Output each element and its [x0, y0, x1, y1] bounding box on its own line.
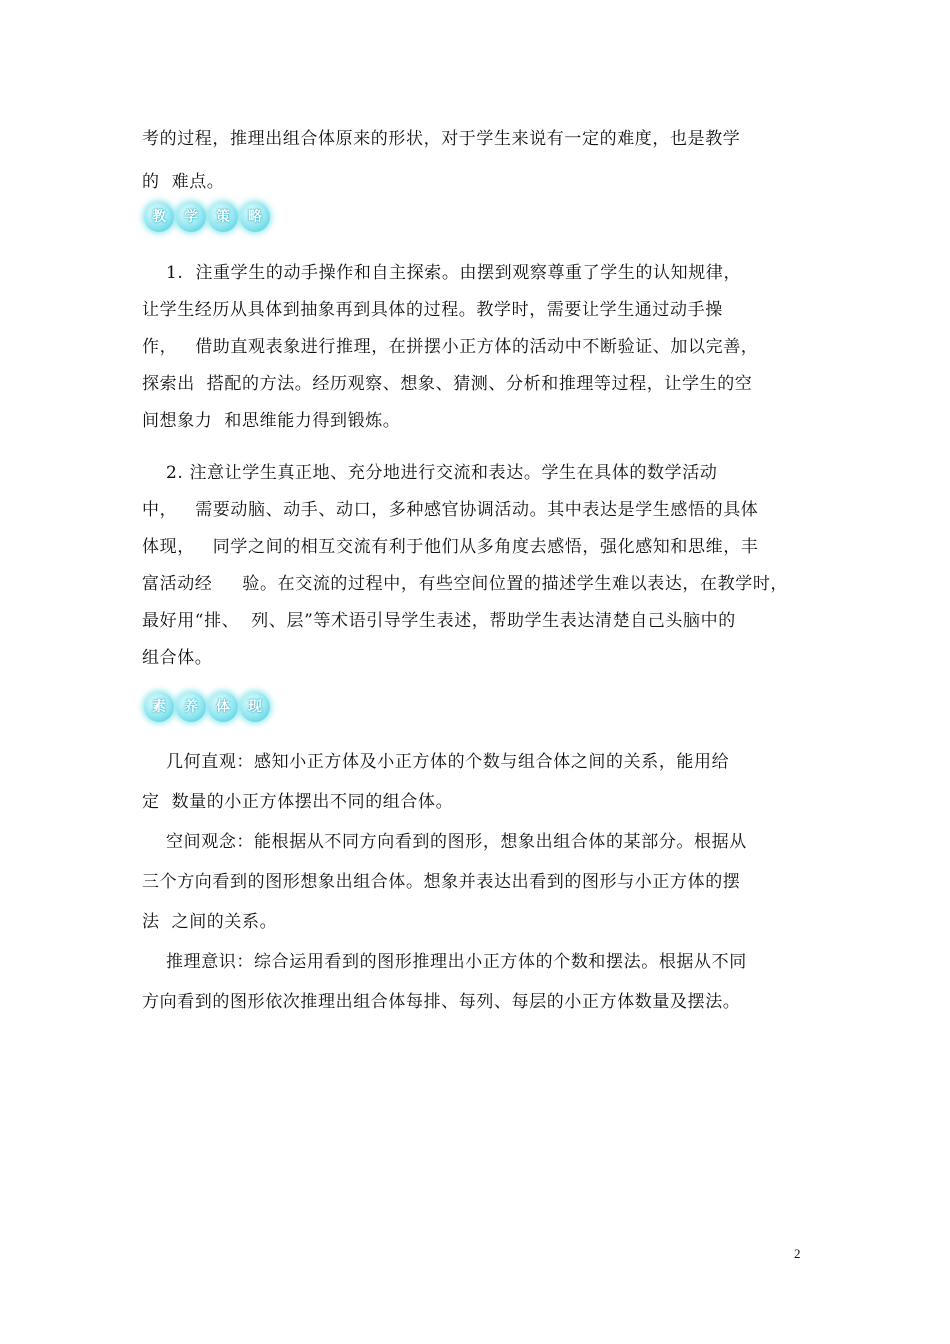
intro-line: 的 难点。 — [142, 172, 225, 192]
strategy-1-line: 探索出 搭配的方法。经历观察、想象、猜测、分析和推理等过程，让学生的空 — [142, 374, 753, 394]
literacy-badge — [140, 690, 272, 726]
page-number: 2 — [794, 1246, 801, 1261]
badge-bubble: 策 — [208, 202, 238, 232]
strategy-1-line: 让学生经历从具体到抽象再到具体的过程。教学时，需要让学生通过动手操 — [142, 300, 723, 320]
reasoning-line: 推理意识：综合运用看到的图形推理出小正方体的个数和摆法。根据从不同 — [142, 952, 747, 972]
badge-bubble: 养 — [176, 692, 206, 722]
spatial-concept-line: 三个方向看到的图形想象出组合体。想象并表达出看到的图形与小正方体的摆 — [142, 872, 741, 892]
strategy-2-line: 富活动经 验。在交流的过程中，有些空间位置的描述学生难以表达，在教学时， — [142, 574, 789, 594]
badge-bubble: 略 — [240, 202, 270, 232]
strategy-2-line: 体现， 同学之间的相互交流有利于他们从多角度去感悟，强化感知和思维，丰 — [142, 537, 759, 557]
badge-bubble: 现 — [240, 692, 270, 722]
strategy-2-line: 2. 注意让学生真正地、充分地进行交流和表达。学生在具体的数学活动 — [142, 463, 718, 483]
strategy-1-line: 1. 注重学生的动手操作和自主探索。由摆到观察尊重了学生的认知规律， — [142, 263, 742, 283]
intro-line: 考的过程，推理出组合体原来的形状，对于学生来说有一定的难度，也是教学 — [142, 129, 741, 149]
teaching-strategy-badge — [140, 200, 272, 236]
strategy-2-line: 中， 需要动脑、动手、动口，多种感官协调活动。其中表达是学生感悟的具体 — [142, 500, 759, 520]
reasoning-line: 方向看到的图形依次推理出组合体每排、每列、每层的小正方体数量及摆法。 — [142, 992, 741, 1012]
strategy-2-line: 最好用“排、 列、层”等术语引导学生表述，帮助学生表达清楚自己头脑中的 — [142, 611, 736, 631]
badge-bubble: 素 — [144, 692, 174, 722]
spatial-concept-line: 空间观念：能根据从不同方向看到的图形，想象出组合体的某部分。根据从 — [142, 832, 747, 852]
strategy-1-line: 间想象力 和思维能力得到锻炼。 — [142, 411, 401, 431]
badge-bubble: 教 — [144, 202, 174, 232]
badge-bubble: 学 — [176, 202, 206, 232]
strategy-2-line: 组合体。 — [142, 648, 213, 668]
strategy-1-line: 作， 借助直观表象进行推理，在拼摆小正方体的活动中不断验证、加以完善， — [142, 337, 759, 357]
geometric-intuition-line: 定 数量的小正方体摆出不同的组合体。 — [142, 792, 454, 812]
spatial-concept-line: 法 之间的关系。 — [142, 912, 278, 932]
geometric-intuition-line: 几何直观：感知小正方体及小正方体的个数与组合体之间的关系，能用给 — [142, 752, 730, 772]
badge-bubble: 体 — [208, 692, 238, 722]
